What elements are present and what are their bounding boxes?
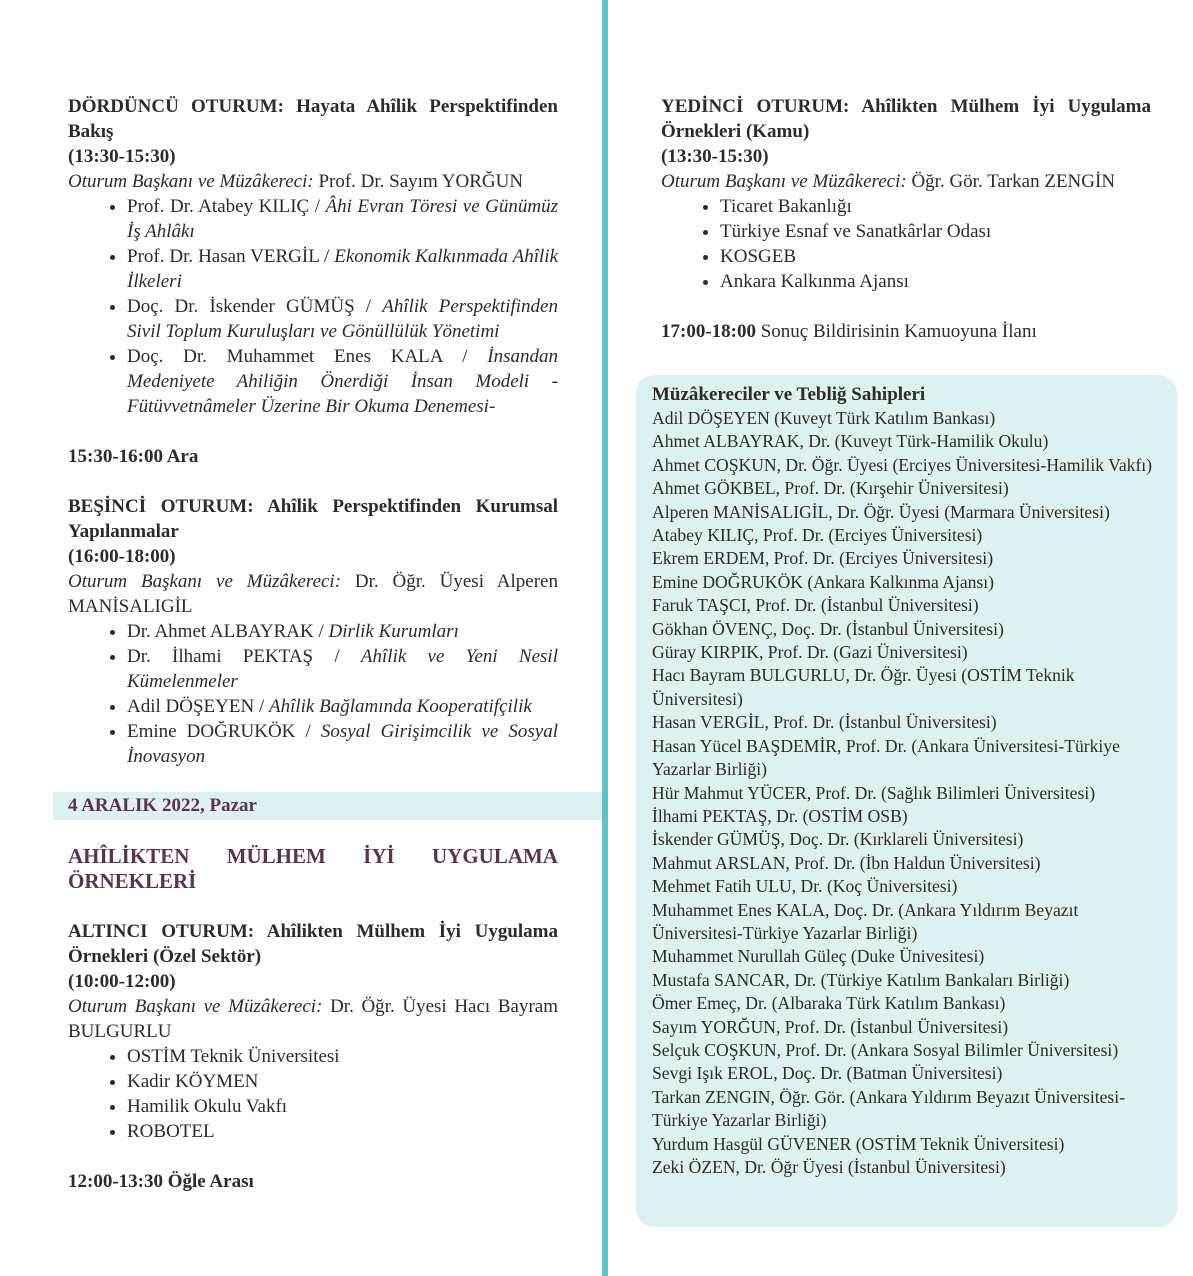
chair-label: Oturum Başkanı ve Müzâkereci:	[68, 996, 323, 1017]
break-label: Ara	[166, 446, 199, 467]
talk-title: Ekonomik Kalkınmada Ahîlik İlkeleri	[127, 246, 559, 292]
talk-item: • Prof. Dr. Hasan VERGİL / Ekonomik Kalkınmada Ahîlik İlkeleri	[127, 244, 558, 294]
session-chair	[68, 569, 558, 619]
session-title: BEŞİNCİ OTURUM: Ahîlik Perspektifinden Kurumsal Yapılanmalar	[68, 496, 558, 542]
session-5	[68, 494, 558, 769]
participant-item: Emine DOĞRUKÖK (Ankara Kalkınma Ajansı)	[652, 571, 995, 592]
chair-label: Oturum Başkanı ve Müzâkereci:	[68, 171, 314, 192]
talk-speaker: Prof. Dr. Atabey KILIÇ	[127, 196, 310, 217]
talk-title: Ahîlik Bağlamında Kooperatifçilik	[268, 696, 532, 717]
participant-item: Yurdum Hasgül GÜVENER (OSTİM Teknik Üniversitesi)	[652, 1133, 1065, 1154]
participant-item: Muhammet Enes KALA, Doç. Dr. (Ankara Yıldırım Beyazıt Üniversitesi-Türkiye Yazarlar Birliği)	[652, 899, 1079, 943]
chair-label: Oturum Başkanı ve Müzâkereci:	[661, 171, 907, 192]
break-time: 12:00-13:30	[68, 1171, 163, 1192]
talk-list	[68, 619, 558, 769]
heading-word: UYGULAMA	[431, 844, 558, 868]
heading-word: AHÎLİKTEN	[68, 844, 190, 868]
talk-item: • Adil DÖŞEYEN / Ahîlik Bağlamında Kooperatifçilik	[127, 694, 558, 719]
list-item: • Hamilik Okulu Vakfı	[127, 1094, 558, 1119]
list-item: • Ticaret Bakanlığı	[720, 194, 1151, 219]
participant-item: Sevgi Işık EROL, Doç. Dr. (Batman Üniversitesi)	[652, 1063, 1003, 1084]
participant-item: Muhammet Nurullah Güleç (Duke Ünivesitesi)	[652, 946, 985, 967]
talk-speaker: Dr. Ahmet ALBAYRAK	[127, 621, 314, 642]
participant-item: Selçuk COŞKUN, Prof. Dr. (Ankara Sosyal Bilimler Üniversitesi)	[652, 1039, 1119, 1060]
section-heading-line	[68, 844, 558, 869]
participant-item: Mehmet Fatih ULU, Dr. (Koç Üniversitesi)	[652, 876, 958, 897]
closing-label: Sonuç Bildirisinin Kamuoyuna İlanı	[760, 321, 1037, 342]
session-time: (13:30-15:30)	[661, 146, 769, 167]
talk-speaker: Dr. İlhami PEKTAŞ	[127, 646, 314, 667]
participant-item: Adil DÖŞEYEN (Kuveyt Türk Katılım Bankası)	[652, 408, 996, 428]
participant-item: Zeki ÖZEN, Dr. Öğr Üyesi (İstanbul Üniversitesi)	[652, 1157, 1006, 1177]
participant-item: Atabey KILIÇ, Prof. Dr. (Erciyes Üniversitesi)	[652, 525, 983, 546]
talk-item: • Doç. Dr. İskender GÜMÜŞ / Ahîlik Perspektifinden Sivil Toplum Kuruluşları ve Gönüllülük Yönetimi	[127, 294, 558, 344]
talk-title: Âhi Evran Töresi ve Günümüz İş Ahlâkı	[127, 196, 559, 242]
participant-item: Gökhan ÖVENÇ, Doç. Dr. (İstanbul Üniversitesi)	[652, 618, 1004, 639]
session-4	[68, 94, 558, 419]
talk-item: • Emine DOĞRUKÖK / Sosyal Girişimcilik ve Sosyal İnovasyon	[127, 719, 558, 769]
list-item: • Türkiye Esnaf ve Sanatkârlar Odası	[720, 219, 1151, 244]
talk-title: Ahîlik Perspektifinden Sivil Toplum Kuruluşları ve Gönüllülük Yönetimi	[127, 296, 558, 342]
participant-item: Alperen MANİSALIGİL, Dr. Öğr. Üyesi (Marmara Üniversitesi)	[652, 501, 1110, 522]
participant-item: Tarkan ZENGIN, Öğr. Gör. (Ankara Yıldırım Beyazıt Üniversitesi-Türkiye Yazarlar Birliği)	[652, 1086, 1126, 1131]
panel-title: Müzâkereciler ve Tebliğ Sahipleri	[652, 384, 926, 405]
left-column-lower	[68, 844, 558, 1194]
participant-item: Hasan VERGİL, Prof. Dr. (İstanbul Üniversitesi)	[652, 712, 997, 733]
item-list	[68, 1044, 558, 1144]
participant-item: Sayım YORĞUN, Prof. Dr. (İstanbul Üniversitesi)	[652, 1016, 1009, 1037]
chair-name: Öğr. Gör. Tarkan ZENGİN	[911, 171, 1116, 192]
break-lunch	[68, 1169, 558, 1194]
session-6	[68, 919, 558, 1144]
session-title: ALTINCI OTURUM: Ahîlikten Mülhem İyi Uygulama Örnekleri (Özel Sektör)	[68, 921, 558, 967]
participant-item: Hür Mahmut YÜCER, Prof. Dr. (Sağlık Bilimleri Üniversitesi)	[652, 782, 1096, 803]
session-chair	[661, 169, 1151, 194]
chair-label: Oturum Başkanı ve Müzâkereci:	[68, 571, 342, 592]
participant-item: Mahmut ARSLAN, Prof. Dr. (İbn Haldun Üniversitesi)	[652, 852, 1041, 873]
session-time: (10:00-12:00)	[68, 971, 176, 992]
participant-item: İlhami PEKTAŞ, Dr. (OSTİM OSB)	[652, 805, 908, 826]
column-divider	[602, 0, 608, 1276]
session-time: (13:30-15:30)	[68, 146, 176, 167]
section-heading	[68, 844, 558, 894]
talk-speaker: Adil DÖŞEYEN	[127, 696, 255, 717]
talk-speaker: Doç. Dr. İskender GÜMÜŞ	[127, 296, 355, 317]
session-chair	[68, 994, 558, 1044]
talk-speaker: Emine DOĞRUKÖK	[127, 721, 296, 742]
date-bar: 4 ARALIK 2022, Pazar	[53, 792, 602, 820]
list-item: • ROBOTEL	[127, 1119, 558, 1144]
participant-item: Ekrem ERDEM, Prof. Dr. (Erciyes Üniversitesi)	[652, 548, 994, 569]
participant-item: Ahmet GÖKBEL, Prof. Dr. (Kırşehir Üniversitesi)	[652, 478, 1009, 499]
participants-list	[652, 407, 1163, 1179]
participant-item: Ömer Emeç, Dr. (Albaraka Türk Katılım Bankası)	[652, 993, 1006, 1014]
session-title: YEDİNCİ OTURUM: Ahîlikten Mülhem İyi Uygulama Örnekleri (Kamu)	[661, 96, 1151, 142]
talk-title: Dirlik Kurumları	[328, 621, 459, 642]
closing-announcement	[661, 319, 1151, 344]
break-label: Öğle Arası	[167, 1171, 254, 1192]
talk-speaker: Doç. Dr. Muhammet Enes KALA	[127, 346, 443, 367]
closing-time: 17:00-18:00	[661, 321, 756, 342]
participant-item: İskender GÜMÜŞ, Doç. Dr. (Kırklareli Üniversitesi)	[652, 829, 1024, 850]
session-7	[661, 94, 1151, 294]
section-heading-line: ÖRNEKLERİ	[68, 869, 197, 893]
right-column	[661, 94, 1151, 344]
participant-item: Ahmet ALBAYRAK, Dr. (Kuveyt Türk-Hamilik Okulu)	[652, 431, 1049, 452]
heading-word: İYİ	[363, 844, 395, 868]
left-column	[68, 94, 558, 769]
participant-item: Hacı Bayram BULGURLU, Dr. Öğr. Üyesi (OSTİM Teknik Üniversitesi)	[652, 665, 1075, 709]
item-list	[661, 194, 1151, 294]
chair-name: Dr. Öğr. Üyesi Alperen MANİSALIGİL	[68, 571, 558, 617]
talk-title: İnsandan Medeniyete Ahiliğin Önerdiği İnsan Modeli -Fütüvvetnâmeler Üzerine Bir Okuma Denemesi-	[127, 346, 559, 417]
talk-title: Sosyal Girişimcilik ve Sosyal İnovasyon	[127, 721, 559, 767]
chair-name: Dr. Öğr. Üyesi Hacı Bayram BULGURLU	[68, 996, 559, 1042]
session-chair	[68, 169, 558, 194]
break-ara	[68, 444, 558, 469]
participant-item: Faruk TAŞCI, Prof. Dr. (İstanbul Üniversitesi)	[652, 595, 979, 616]
break-time: 15:30-16:00	[68, 446, 163, 467]
session-title: DÖRDÜNCÜ OTURUM: Hayata Ahîlik Perspektifinden Bakış	[68, 96, 558, 142]
talk-list	[68, 194, 558, 419]
session-time: (16:00-18:00)	[68, 546, 176, 567]
talk-item: • Dr. Ahmet ALBAYRAK / Dirlik Kurumları	[127, 619, 558, 644]
participant-item: Güray KIRPIK, Prof. Dr. (Gazi Üniversitesi)	[652, 642, 968, 663]
participant-item: Hasan Yücel BAŞDEMİR, Prof. Dr. (Ankara Üniversitesi-Türkiye Yazarlar Birliği)	[652, 735, 1120, 780]
list-item: • Ankara Kalkınma Ajansı	[720, 269, 1151, 294]
participants-panel	[636, 375, 1177, 1227]
participant-item: Mustafa SANCAR, Dr. (Türkiye Katılım Bankaları Birliği)	[652, 969, 1070, 990]
list-item: • Kadir KÖYMEN	[127, 1069, 558, 1094]
list-item: • KOSGEB	[720, 244, 1151, 269]
participant-item: Ahmet COŞKUN, Dr. Öğr. Üyesi (Erciyes Üniversitesi-Hamilik Vakfı)	[652, 454, 1153, 475]
talk-item: • Doç. Dr. Muhammet Enes KALA / İnsandan Medeniyete Ahiliğin Önerdiği İnsan Modeli -Fütüvvetnâmeler Üzerine Bir Okuma Denemesi-	[127, 344, 558, 419]
talk-item: • Dr. İlhami PEKTAŞ / Ahîlik ve Yeni Nesil Kümelenmeler	[127, 644, 558, 694]
talk-item: • Prof. Dr. Atabey KILIÇ / Âhi Evran Töresi ve Günümüz İş Ahlâkı	[127, 194, 558, 244]
talk-speaker: Prof. Dr. Hasan VERGİL	[127, 246, 320, 267]
heading-word: MÜLHEM	[226, 844, 326, 868]
list-item: • OSTİM Teknik Üniversitesi	[127, 1044, 558, 1069]
talk-title: Ahîlik ve Yeni Nesil Kümelenmeler	[127, 646, 558, 692]
chair-name: Prof. Dr. Sayım YORĞUN	[318, 171, 524, 192]
